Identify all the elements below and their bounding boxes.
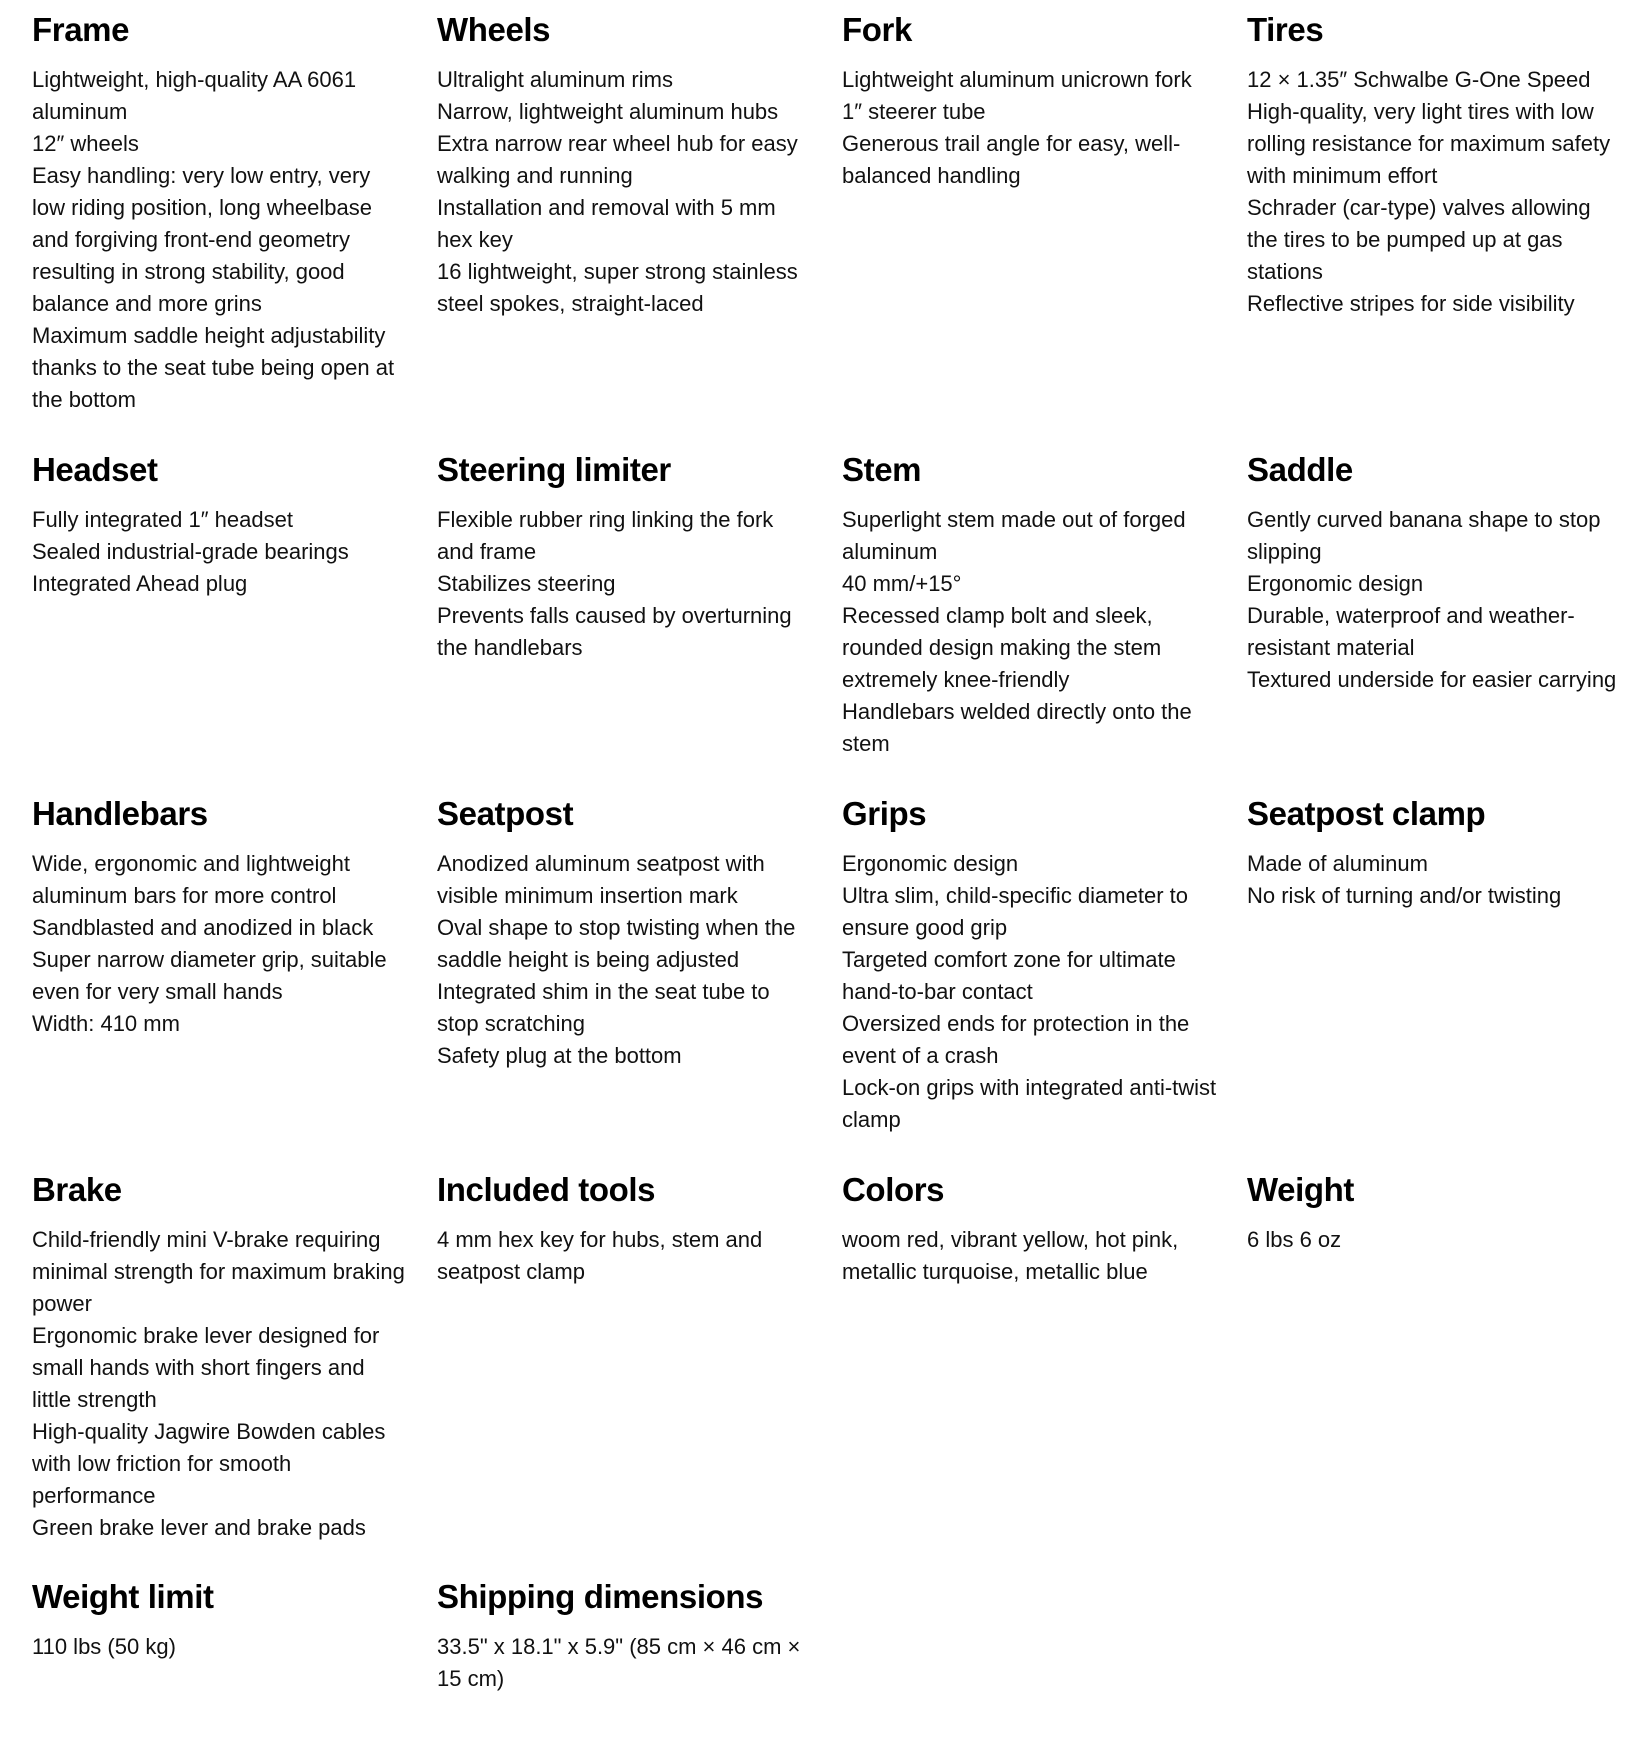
spec-line: Super narrow diameter grip, suitable even for very small hands	[32, 947, 387, 1004]
spec-title-saddle: Saddle	[1247, 451, 1353, 488]
spec-title-included-tools: Included tools	[437, 1171, 656, 1208]
spec-title-frame: Frame	[32, 11, 130, 48]
spec-line: Anodized aluminum seatpost with visible minimum insertion mark	[437, 851, 765, 908]
spec-section-shipping-dimensions	[437, 1577, 812, 1695]
spec-section-wheels	[437, 10, 812, 320]
spec-line: Recessed clamp bolt and sleek, rounded design making the stem extremely knee-friendly	[842, 603, 1162, 692]
spec-section-grips	[842, 794, 1217, 1136]
spec-line: 4 mm hex key for hubs, stem and seatpost clamp	[437, 1227, 763, 1284]
spec-line: Green brake lever and brake pads	[32, 1515, 366, 1540]
spec-line: 40 mm/+15°	[842, 571, 962, 596]
spec-line: Oval shape to stop twisting when the saddle height is being adjusted	[437, 915, 796, 972]
spec-list-fork	[842, 64, 1217, 192]
spec-line: High-quality, very light tires with low rolling resistance for maximum safety with minimum effort	[1247, 99, 1611, 188]
spec-title-brake: Brake	[32, 1171, 122, 1208]
spec-line: Lightweight, high-quality AA 6061 aluminum	[32, 67, 357, 124]
spec-list-wheels	[437, 64, 812, 320]
spec-line: Made of aluminum	[1247, 851, 1428, 876]
spec-list-seatpost	[437, 848, 812, 1072]
spec-title-wheels: Wheels	[437, 11, 551, 48]
spec-section-stem	[842, 450, 1217, 760]
spec-line: Ergonomic design	[1247, 571, 1424, 596]
spec-line: 110 lbs (50 kg)	[32, 1634, 176, 1659]
spec-line: Sealed industrial-grade bearings	[32, 539, 349, 564]
spec-line: Stabilizes steering	[437, 571, 616, 596]
spec-section-included-tools	[437, 1170, 812, 1288]
spec-section-colors	[842, 1170, 1217, 1288]
spec-line: Maximum saddle height adjustability thanks to the seat tube being open at the bottom	[32, 323, 395, 412]
spec-title-weight: Weight	[1247, 1171, 1354, 1208]
spec-line: Wide, ergonomic and lightweight aluminum bars for more control	[32, 851, 350, 908]
spec-line: Lightweight aluminum unicrown fork	[842, 67, 1192, 92]
spec-list-headset	[32, 504, 407, 600]
spec-title-handlebars: Handlebars	[32, 795, 208, 832]
spec-line: Textured underside for easier carrying	[1247, 667, 1617, 692]
spec-line: 12″ wheels	[32, 131, 139, 156]
spec-list-saddle	[1247, 504, 1622, 696]
spec-line: Durable, waterproof and weather-resistant material	[1247, 603, 1575, 660]
spec-list-shipping-dimensions	[437, 1631, 812, 1695]
spec-line: 33.5" x 18.1" x 5.9" (85 cm × 46 cm × 15 cm)	[437, 1634, 801, 1691]
spec-line: Schrader (car-type) valves allowing the tires to be pumped up at gas stations	[1247, 195, 1591, 284]
spec-title-weight-limit: Weight limit	[32, 1578, 214, 1615]
spec-line: Integrated shim in the seat tube to stop scratching	[437, 979, 770, 1036]
spec-line: Easy handling: very low entry, very low riding position, long wheelbase and forgiving front-end geometry resulting in strong stability, good balance and more grins	[32, 163, 372, 316]
spec-line: Fully integrated 1″ headset	[32, 507, 293, 532]
spec-section-frame	[32, 10, 407, 416]
spec-title-headset: Headset	[32, 451, 158, 488]
spec-line: Extra narrow rear wheel hub for easy walking and running	[437, 131, 798, 188]
spec-list-brake	[32, 1224, 407, 1544]
spec-section-headset	[32, 450, 407, 600]
spec-line: Ultralight aluminum rims	[437, 67, 673, 92]
spec-section-handlebars	[32, 794, 407, 1040]
spec-line: woom red, vibrant yellow, hot pink, metallic turquoise, metallic blue	[842, 1227, 1179, 1284]
spec-line: Lock-on grips with integrated anti-twist clamp	[842, 1075, 1217, 1132]
spec-section-weight	[1247, 1170, 1622, 1256]
spec-line: Installation and removal with 5 mm hex key	[437, 195, 776, 252]
spec-section-saddle	[1247, 450, 1622, 696]
spec-line: Generous trail angle for easy, well-balanced handling	[842, 131, 1181, 188]
spec-line: Superlight stem made out of forged aluminum	[842, 507, 1186, 564]
spec-line: Integrated Ahead plug	[32, 571, 248, 596]
spec-section-seatpost	[437, 794, 812, 1072]
spec-title-steering-limiter: Steering limiter	[437, 451, 671, 488]
spec-line: Prevents falls caused by overturning the handlebars	[437, 603, 792, 660]
spec-section-steering-limiter	[437, 450, 812, 664]
spec-list-steering-limiter	[437, 504, 812, 664]
spec-title-seatpost-clamp: Seatpost clamp	[1247, 795, 1486, 832]
spec-line: Reflective stripes for side visibility	[1247, 291, 1575, 316]
spec-list-seatpost-clamp	[1247, 848, 1622, 912]
spec-title-shipping-dimensions: Shipping dimensions	[437, 1578, 764, 1615]
spec-line: Gently curved banana shape to stop slipping	[1247, 507, 1601, 564]
spec-line: Width: 410 mm	[32, 1011, 180, 1036]
spec-list-grips	[842, 848, 1217, 1136]
spec-line: 1″ steerer tube	[842, 99, 986, 124]
spec-line: Sandblasted and anodized in black	[32, 915, 374, 940]
spec-title-tires: Tires	[1247, 11, 1324, 48]
spec-title-stem: Stem	[842, 451, 922, 488]
spec-line: Narrow, lightweight aluminum hubs	[437, 99, 779, 124]
spec-line: Targeted comfort zone for ultimate hand-to-bar contact	[842, 947, 1176, 1004]
spec-list-included-tools	[437, 1224, 812, 1288]
spec-line: Ergonomic design	[842, 851, 1019, 876]
spec-line: Child-friendly mini V-brake requiring minimal strength for maximum braking power	[32, 1227, 405, 1316]
spec-title-grips: Grips	[842, 795, 927, 832]
spec-line: Ergonomic brake lever designed for small hands with short fingers and little strength	[32, 1323, 380, 1412]
spec-line: Ultra slim, child-specific diameter to ensure good grip	[842, 883, 1188, 940]
spec-list-weight	[1247, 1224, 1622, 1256]
spec-list-colors	[842, 1224, 1217, 1288]
spec-title-colors: Colors	[842, 1171, 945, 1208]
spec-section-tires	[1247, 10, 1622, 320]
spec-section-weight-limit	[32, 1577, 407, 1663]
spec-line: Oversized ends for protection in the event of a crash	[842, 1011, 1190, 1068]
spec-title-fork: Fork	[842, 11, 912, 48]
spec-line: 6 lbs 6 oz	[1247, 1227, 1342, 1252]
spec-list-stem	[842, 504, 1217, 760]
spec-title-seatpost: Seatpost	[437, 795, 574, 832]
spec-line: No risk of turning and/or twisting	[1247, 883, 1562, 908]
spec-section-fork	[842, 10, 1217, 192]
spec-list-weight-limit	[32, 1631, 407, 1663]
spec-line: 16 lightweight, super strong stainless steel spokes, straight-laced	[437, 259, 798, 316]
spec-line: Flexible rubber ring linking the fork and frame	[437, 507, 774, 564]
spec-list-frame	[32, 64, 407, 416]
spec-line: High-quality Jagwire Bowden cables with low friction for smooth performance	[32, 1419, 386, 1508]
spec-line: Safety plug at the bottom	[437, 1043, 682, 1068]
spec-section-brake	[32, 1170, 407, 1544]
spec-list-handlebars	[32, 848, 407, 1040]
spec-line: Handlebars welded directly onto the stem	[842, 699, 1192, 756]
spec-line: 12 × 1.35″ Schwalbe G-One Speed	[1247, 67, 1591, 92]
spec-section-seatpost-clamp	[1247, 794, 1622, 912]
spec-list-tires	[1247, 64, 1622, 320]
